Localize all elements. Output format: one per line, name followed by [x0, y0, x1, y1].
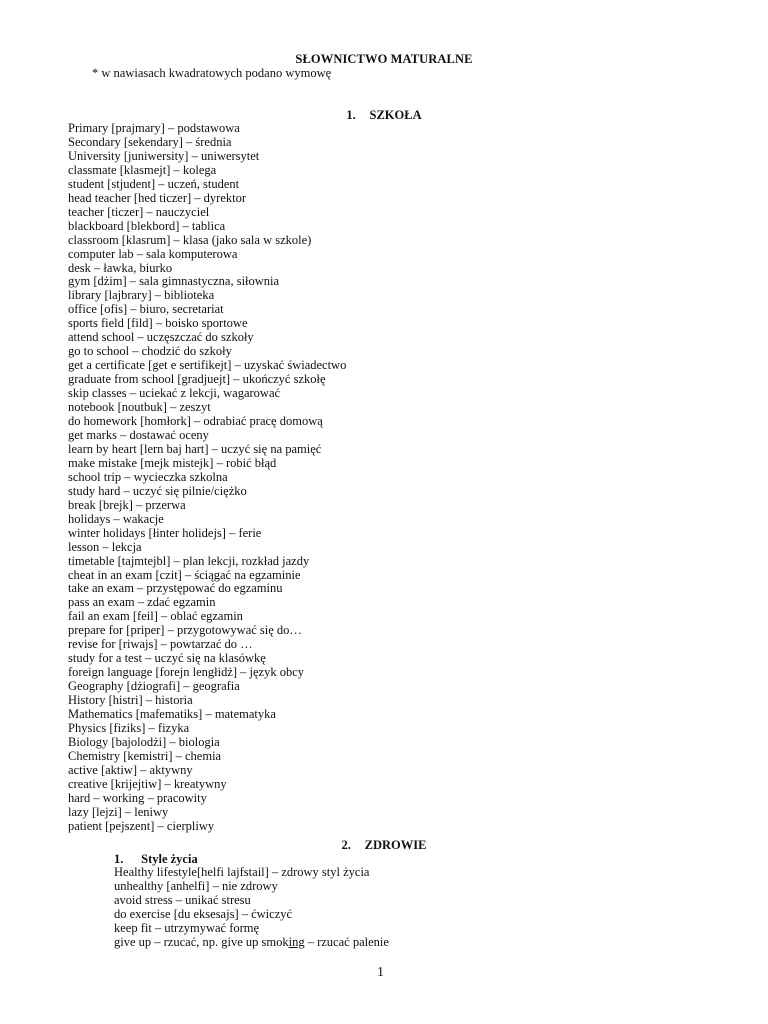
vocabulary-entry: make mistake [mejk mistejk] – robić błąd [68, 455, 277, 470]
vocabulary-entry: revise for [riwajs] – powtarzać do … [68, 637, 253, 652]
vocabulary-entry: break [brejk] – przerwa [68, 497, 186, 512]
vocabulary-entry: school trip – wycieczka szkolna [68, 469, 228, 484]
vocabulary-entry: Healthy lifestyle[helfi lajfstail] – zdrowy styl życia [114, 865, 370, 879]
vocabulary-entry: head teacher [hed ticzer] – dyrektor [68, 190, 247, 205]
vocabulary-entry: Geography [dżiografi] – geografia [68, 679, 240, 694]
entry-text: – rzucać palenie [304, 934, 389, 949]
vocabulary-entry: fail an exam [feil] – oblać egzamin [68, 609, 243, 624]
vocabulary-entry: Mathematics [mafematiks] – matematyka [68, 707, 276, 722]
vocabulary-entry: skip classes – uciekać z lekcji, wagarować [68, 386, 281, 401]
vocabulary-entry: lazy [lejzi] – leniwy [68, 804, 169, 819]
vocabulary-entry: University [juniwersity] – uniwersytet [68, 148, 260, 163]
vocabulary-entry: Physics [fiziks] – fizyka [68, 720, 190, 735]
vocabulary-entry: do exercise [du eksesajs] – ćwiczyć [114, 906, 293, 921]
vocabulary-entry: winter holidays [łinter holidejs] – ferie [68, 525, 262, 540]
vocabulary-entry: blackboard [blekbord] – tablica [68, 218, 226, 233]
vocabulary-entry: teacher [ticzer] – nauczyciel [68, 204, 210, 219]
vocabulary-entry: Biology [bajolodżi] – biologia [68, 734, 220, 749]
vocabulary-entry: attend school – uczęszczać do szkoły [68, 330, 254, 345]
vocabulary-entry: pass an exam – zdać egzamin [68, 595, 216, 610]
vocabulary-entry: do homework [homłork] – odrabiać pracę domową [68, 414, 323, 429]
vocabulary-entry: hard – working – pracowity [68, 790, 207, 805]
vocabulary-entry: keep fit – utrzymywać formę [114, 920, 260, 935]
vocabulary-entry: graduate from school [gradjuejt] – ukończyć szkołę [68, 372, 326, 387]
section-title: SZKOŁA [369, 108, 422, 122]
section-number: 1. [346, 108, 356, 122]
vocabulary-entry: active [aktiw] – aktywny [68, 762, 193, 777]
vocabulary-entry: study for a test – uczyć się na klasówkę [68, 651, 266, 666]
vocabulary-entry: learn by heart [lern baj hart] – uczyć się na pamięć [68, 441, 322, 456]
section-title: ZDROWIE [364, 838, 427, 852]
vocabulary-entry: Primary [prajmary] – podstawowa [68, 121, 240, 135]
vocabulary-entry: cheat in an exam [czit] – ściągać na egzaminie [68, 567, 301, 582]
page-number: 1 [377, 965, 384, 980]
vocabulary-entry: classmate [klasmejt] – kolega [68, 162, 217, 177]
vocabulary-entry: unhealthy [anhelfi] – nie zdrowy [114, 878, 278, 893]
vocabulary-entry: get marks – dostawać oceny [68, 427, 209, 442]
vocabulary-entry: computer lab – sala komputerowa [68, 246, 238, 261]
vocabulary-entry: holidays – wakacje [68, 511, 164, 526]
vocabulary-list-szkola [68, 122, 346, 834]
vocabulary-entry: gym [dżim] – sala gimnastyczna, siłownia [68, 274, 280, 289]
vocabulary-entry: prepare for [priper] – przygotowywać się do… [68, 623, 302, 638]
subsection-number: 1. [114, 852, 124, 866]
document-title: SŁOWNICTWO MATURALNE [295, 52, 473, 66]
vocabulary-entry: go to school – chodzić do szkoły [68, 344, 232, 359]
entry-text: give up – rzucać, np. give up smok [114, 934, 289, 949]
vocabulary-entry: sports field [fild] – boisko sportowe [68, 316, 248, 331]
vocabulary-entry: patient [pejszent] – cierpliwy [68, 818, 215, 833]
vocabulary-entry: timetable [tajmtejbl] – plan lekcji, rozkład jazdy [68, 553, 310, 568]
vocabulary-entry: student [stjudent] – uczeń, student [68, 176, 240, 191]
section-heading-zdrowie [0, 838, 768, 853]
vocabulary-entry: get a certificate [get e sertifikejt] – uzyskać świadectwo [68, 358, 347, 373]
vocabulary-entry: notebook [noutbuk] – zeszyt [68, 400, 211, 415]
subsection-title: Style życia [141, 852, 198, 866]
vocabulary-entry: office [ofis] – biuro, secretariat [68, 302, 224, 317]
vocabulary-entry: study hard – uczyć się pilnie/ciężko [68, 483, 247, 498]
vocabulary-entry: History [histri] – historia [68, 693, 193, 708]
section-number: 2. [341, 838, 351, 852]
vocabulary-list-style-zycia [114, 866, 389, 950]
vocabulary-entry [114, 936, 389, 950]
vocabulary-entry: take an exam – przystępować do egzaminu [68, 581, 283, 596]
pronunciation-note: * w nawiasach kwadratowych podano wymowę [92, 66, 332, 80]
vocabulary-entry: lesson – lekcja [68, 539, 142, 554]
vocabulary-entry: desk – ławka, biurko [68, 260, 173, 275]
vocabulary-entry: foreign language [forejn lengłidż] – język obcy [68, 665, 305, 680]
vocabulary-entry: Chemistry [kemistri] – chemia [68, 748, 222, 763]
entry-underlined-text: ing [288, 934, 305, 949]
vocabulary-entry: creative [krijejtiw] – kreatywny [68, 776, 227, 791]
vocabulary-entry: library [lajbrary] – biblioteka [68, 288, 215, 303]
vocabulary-entry: classroom [klasrum] – klasa (jako sala w szkole) [68, 232, 312, 247]
vocabulary-entry: avoid stress – unikać stresu [114, 892, 251, 907]
vocabulary-entry: Secondary [sekendary] – średnia [68, 134, 232, 149]
